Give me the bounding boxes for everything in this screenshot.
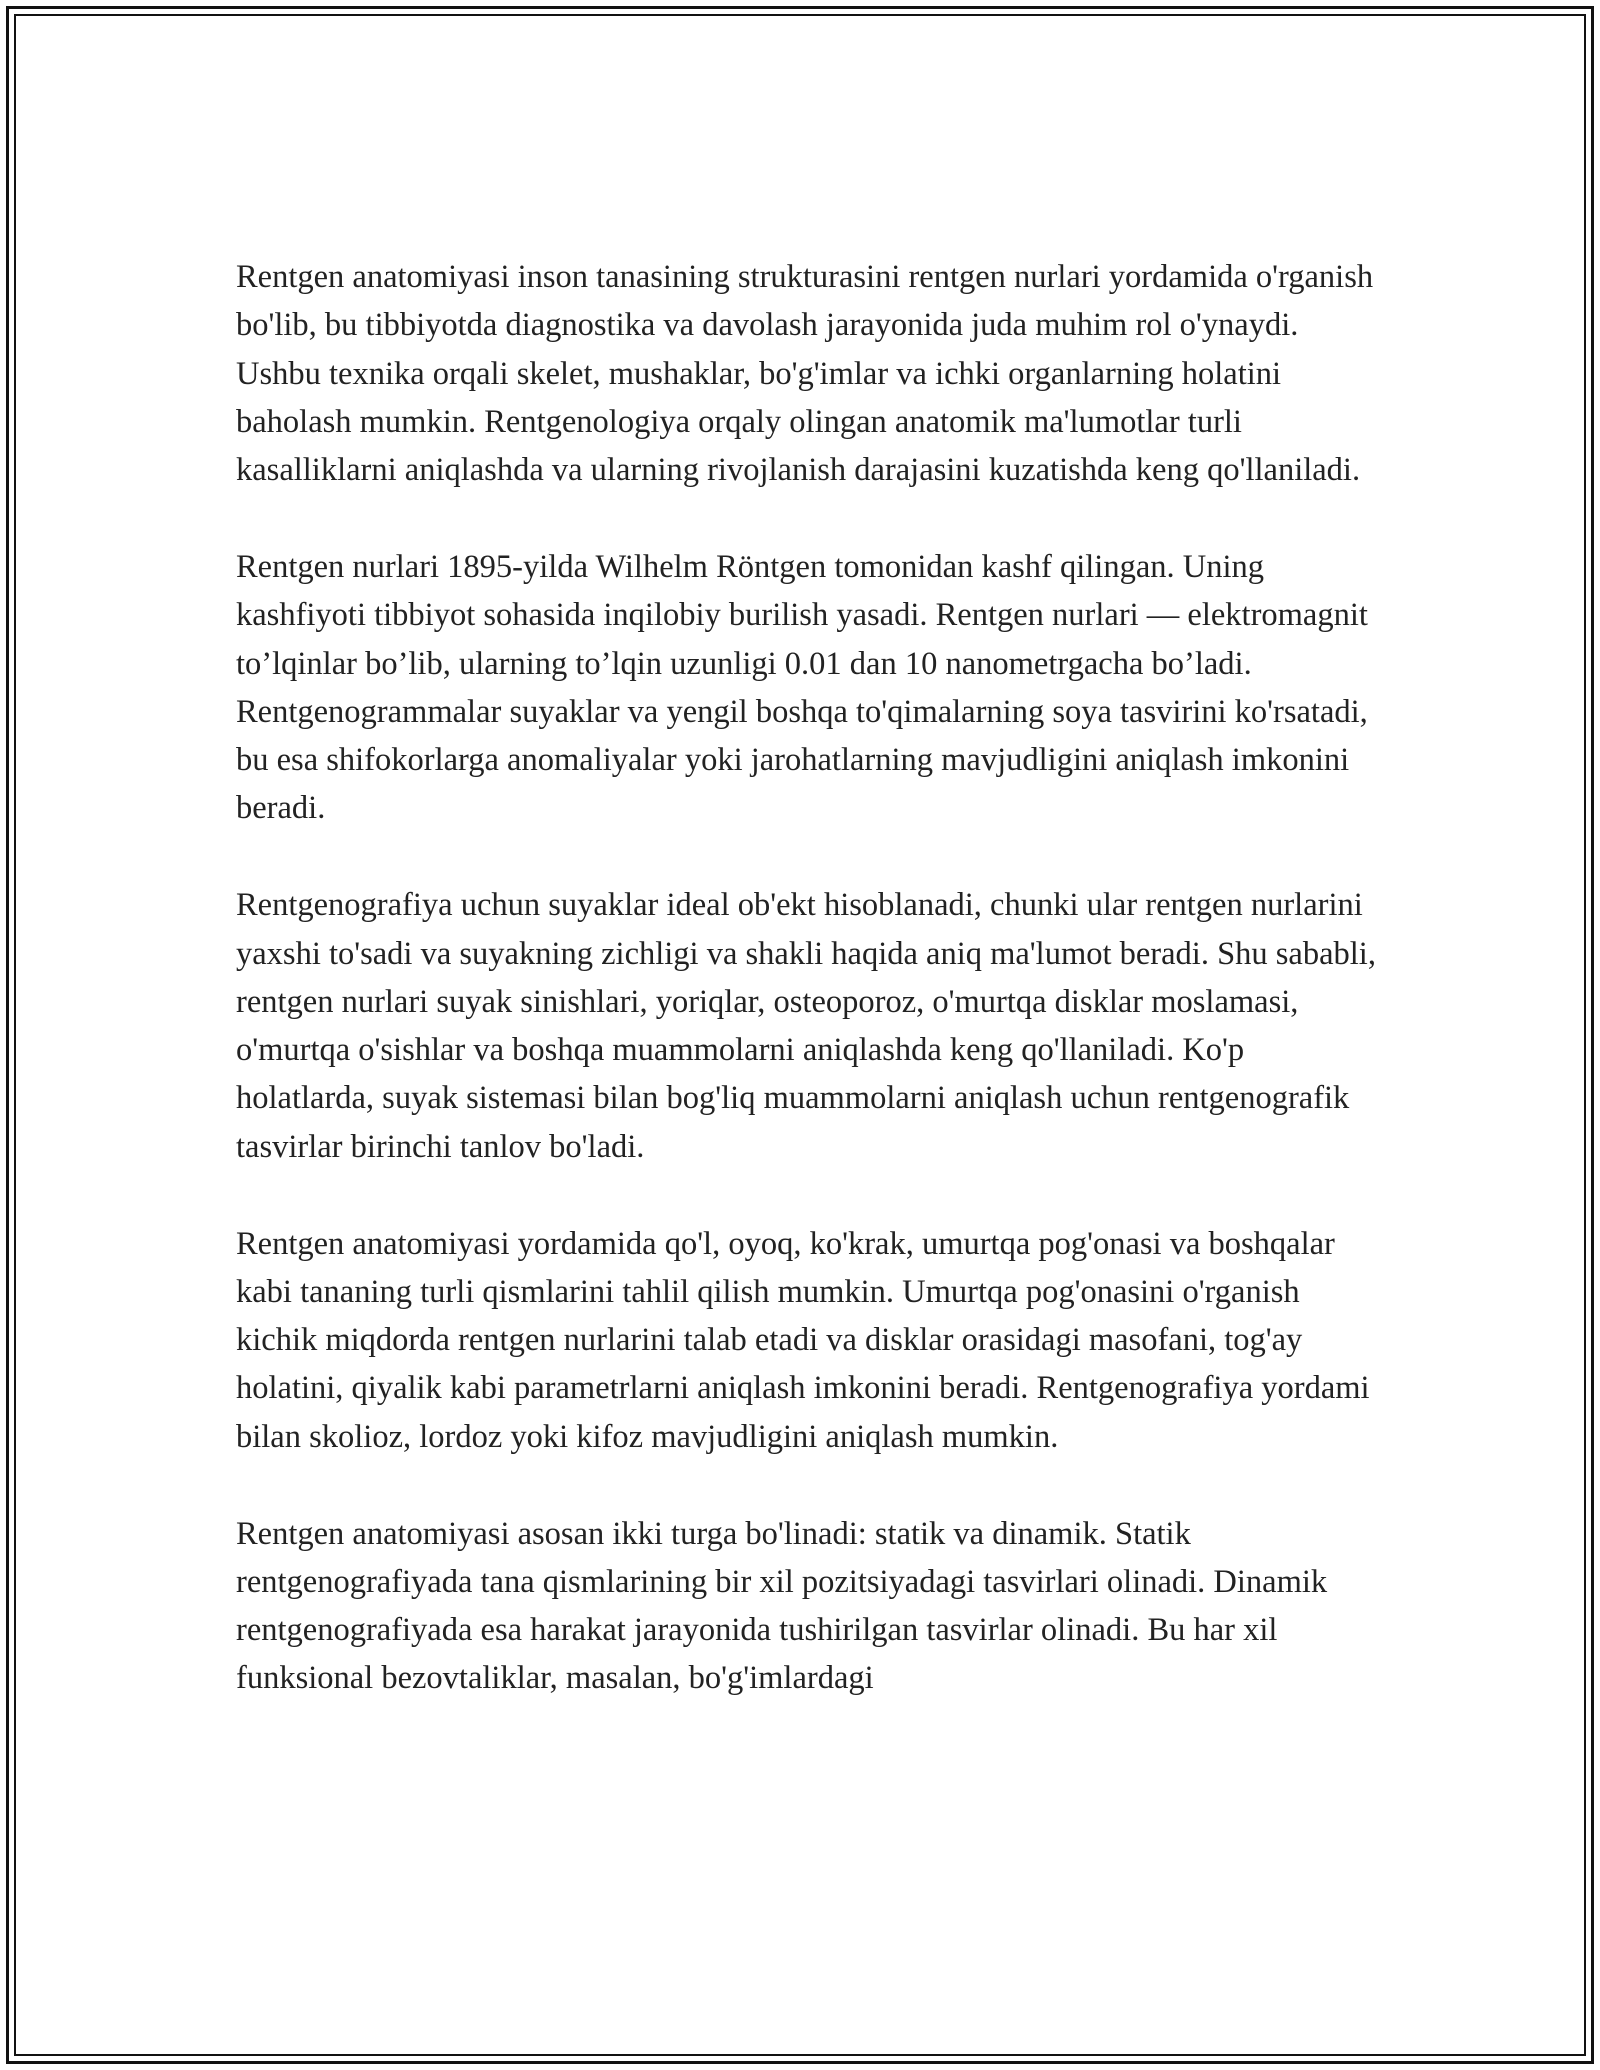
document-body <box>236 253 1376 1703</box>
paragraph-1: Rentgen anatomiyasi inson tanasining strukturasini rentgen nurlari yordamida o'rganish bo'lib, bu tibbiyotda diagnostika va davolash jarayonida juda muhim rol o'ynaydi. Ushbu texnika orqali skelet, mushaklar, bo'g'imlar va ichki organlarning holatini baholash mumkin. Rentgenologiya orqaly olingan anatomik ma'lumotlar turli kasalliklarni aniqlashda va ularning rivojlanish darajasini kuzatishda keng qo'llaniladi. <box>236 259 1374 489</box>
paragraph-3: Rentgenografiya uchun suyaklar ideal ob'ekt hisoblanadi, chunki ular rentgen nurlarini yaxshi to'sadi va suyakning zichligi va shakli haqida aniq ma'lumot beradi. Shu sababli, rentgen nurlari suyak sinishlari, yoriqlar, osteoporoz, o'murtqa disklar moslamasi, o'murtqa o'sishlar va boshqa muammolarni aniqlashda keng qo'llaniladi. Ko'p holatlarda, suyak sistemasi bilan bog'liq muammolarni aniqlash uchun rentgenografik tasvirlar birinchi tanlov bo'ladi. <box>236 887 1376 1165</box>
paragraph-5: Rentgen anatomiyasi asosan ikki turga bo'linadi: statik va dinamik. Statik rentgenografiyada tana qismlarining bir xil pozitsiyadagi tasvirlari olinadi. Dinamik rentgenografiyada esa harakat jarayonida tushirilgan tasvirlar olinadi. Bu har xil funksional bezovtaliklar, masalan, bo'g'imlardagi <box>236 1515 1328 1697</box>
paragraph-4: Rentgen anatomiyasi yordamida qo'l, oyoq, ko'krak, umurtqa pog'onasi va boshqalar kabi tananing turli qismlarini tahlil qilish mumkin. Umurtqa pog'onasini o'rganish kichik miqdorda rentgen nurlarini talab etadi va disklar orasidagi masofani, tog'ay holatini, qiyalik kabi parametrlarni aniqlash imkonini beradi. Rentgenografiya yordami bilan skolioz, lordoz yoki kifoz mavjudligini aniqlash mumkin. <box>236 1225 1370 1455</box>
paragraph-2: Rentgen nurlari 1895-yilda Wilhelm Röntgen tomonidan kashf qilingan. Uning kashfiyoti tibbiyot sohasida inqilobiy burilish yasadi. Rentgen nurlari — elektromagnit to’lqinlar bo’lib, ularning to’lqin uzunligi 0.01 dan 10 nanometrgacha bo’ladi. Rentgenogrammalar suyaklar va yengil boshqa to'qimalarning soya tasvirini ko'rsatadi, bu esa shifokorlarga anomaliyalar yoki jarohatlarning mavjudligini aniqlash imkonini beradi. <box>236 548 1368 827</box>
